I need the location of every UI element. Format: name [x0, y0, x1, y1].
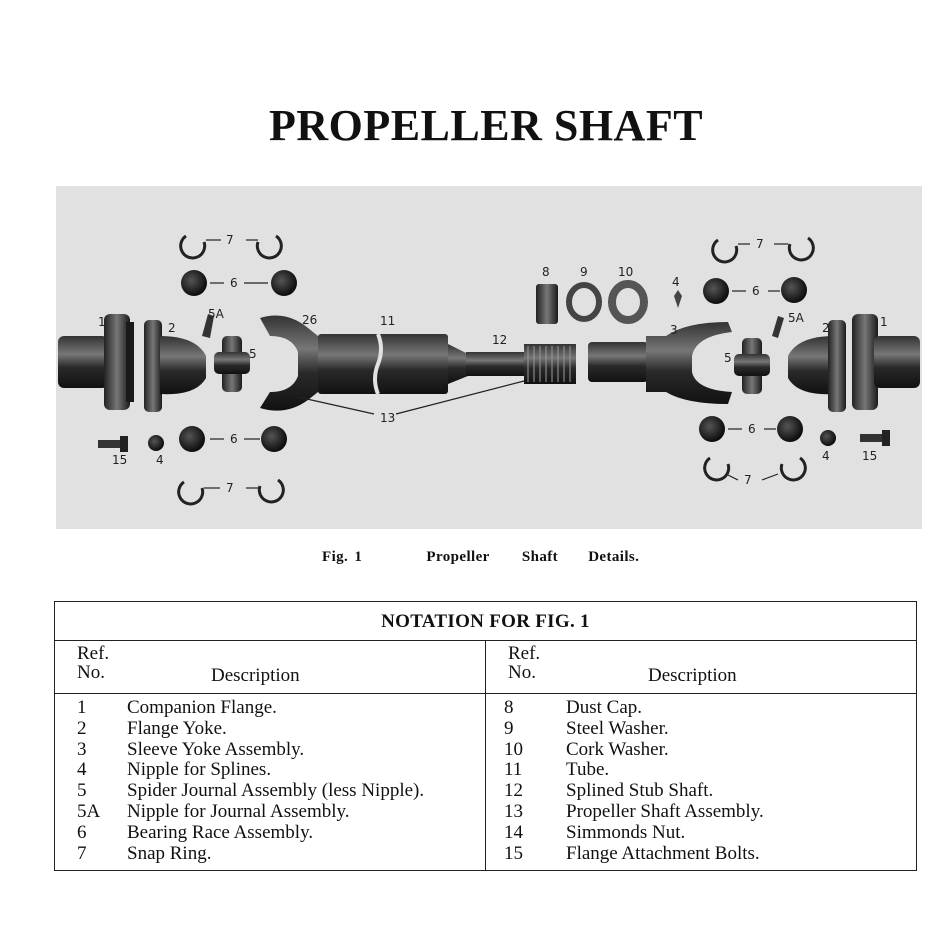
spider-journal-right: [734, 338, 770, 394]
table-row: [486, 760, 916, 781]
caption-fig-label: Fig. 1: [322, 549, 363, 565]
bearing-race-bottom-right-a: [699, 416, 725, 442]
tube-11: [318, 334, 468, 394]
table-row: [55, 823, 485, 844]
ref-no: 13: [504, 800, 523, 822]
snap-ring-top-left-a: [181, 236, 205, 258]
description: Spider Journal Assembly (less Nipple).: [127, 780, 425, 802]
table-row: [486, 781, 916, 802]
table-row: [486, 740, 916, 761]
callout-4-left: 4: [156, 453, 164, 467]
snap-ring-top-left-b: [257, 236, 281, 258]
page-title: PROPELLER SHAFT: [268, 101, 704, 150]
callout-5a-right: 5A: [788, 311, 804, 325]
caption-word: Propeller: [426, 549, 490, 565]
callout-11: 11: [380, 314, 396, 328]
callout-2-right: 2: [822, 321, 830, 335]
callout-4-right: 4: [822, 449, 830, 463]
table-row: [55, 760, 485, 781]
callout-13: 13: [380, 411, 396, 425]
snap-ring-bottom-left-a: [179, 482, 203, 504]
table-row: [486, 844, 916, 865]
table-row: [55, 740, 485, 761]
ref-no: 12: [504, 780, 523, 802]
column-header: [486, 641, 916, 694]
attachment-bolt-left: [98, 436, 128, 452]
ref-no: 5A: [77, 800, 101, 822]
callout-10: 10: [618, 265, 634, 279]
description: Snap Ring.: [127, 842, 212, 864]
steel-washer-9: [569, 285, 599, 319]
ref-no: 15: [504, 842, 523, 864]
table-row: [55, 781, 485, 802]
simmonds-nut-left: [148, 435, 164, 451]
notation-table: [54, 601, 917, 871]
callout-6-bottom-left: 6: [230, 432, 238, 446]
callout-5a-left: 5A: [208, 307, 224, 321]
ref-no: 14: [504, 821, 523, 843]
ref-header-line: Ref.: [508, 643, 541, 664]
bearing-race-bottom-left-a: [179, 426, 205, 452]
ref-no: 7: [77, 842, 87, 864]
figure-caption: [322, 549, 639, 566]
callout-12: 12: [492, 333, 508, 347]
callout-6-top-right: 6: [752, 284, 760, 298]
table-row: [486, 823, 916, 844]
tube-yoke-26: [260, 316, 318, 411]
notation-column-left: [55, 641, 486, 870]
callout-8: 8: [542, 265, 550, 279]
callout-15-left: 15: [112, 453, 128, 467]
callout-7-top-right: 7: [756, 237, 764, 251]
callout-15-right: 15: [862, 449, 878, 463]
table-row: [486, 802, 916, 823]
callout-7-top-left: 7: [226, 233, 234, 247]
description: Nipple for Splines.: [127, 759, 272, 781]
description: Steel Washer.: [566, 717, 669, 739]
callout-7-bottom-right: 7: [744, 473, 752, 487]
spider-journal-left: [214, 336, 250, 392]
table-row: [55, 844, 485, 865]
callout-26: 26: [302, 313, 318, 327]
description: Dust Cap.: [566, 697, 642, 718]
bearing-race-bottom-right-b: [777, 416, 803, 442]
column-header: [55, 641, 485, 694]
description-header: Description: [648, 665, 737, 686]
companion-flange-left: [58, 314, 134, 410]
exploded-view-figure: [56, 186, 922, 529]
cork-washer-10: [612, 284, 644, 320]
callout-4-splines: 4: [672, 275, 680, 289]
callout-5-right: 5: [724, 351, 732, 365]
snap-ring-top-right-b: [789, 238, 813, 260]
table-row: [55, 802, 485, 823]
bearing-race-top-left-a: [181, 270, 207, 296]
ref-no: 11: [504, 759, 523, 781]
description: Cork Washer.: [566, 738, 669, 760]
snap-ring-bottom-left-b: [259, 480, 283, 502]
sleeve-yoke-3: [588, 322, 732, 404]
snap-ring-bottom-right-b: [781, 458, 805, 480]
description: Flange Attachment Bolts.: [566, 842, 760, 864]
ref-no: 9: [504, 717, 514, 739]
attachment-bolt-right: [860, 430, 890, 446]
notation-table-title: NOTATION FOR FIG. 1: [55, 602, 916, 641]
description: Companion Flange.: [127, 697, 277, 718]
description: Simmonds Nut.: [566, 821, 686, 843]
description: Splined Stub Shaft.: [566, 780, 714, 802]
bearing-race-bottom-left-b: [261, 426, 287, 452]
ref-no: 5: [77, 780, 87, 802]
description: Nipple for Journal Assembly.: [127, 800, 350, 822]
ref-no: 1: [77, 697, 87, 718]
description: Tube.: [566, 759, 610, 781]
ref-header-line: No.: [77, 662, 105, 683]
simmonds-nut-right: [820, 430, 836, 446]
callout-9: 9: [580, 265, 588, 279]
callout-7-bottom-left: 7: [226, 481, 234, 495]
description: Flange Yoke.: [127, 717, 227, 739]
ref-no: 4: [77, 759, 87, 781]
bearing-race-top-left-b: [271, 270, 297, 296]
callout-1-left: 1: [98, 315, 106, 329]
callout-3: 3: [670, 323, 678, 337]
description-header: Description: [211, 665, 300, 686]
caption-word: Shaft: [521, 549, 559, 565]
table-row: [55, 719, 485, 740]
table-row: [486, 719, 916, 740]
snap-ring-bottom-right-a: [705, 458, 729, 480]
table-row: [55, 698, 485, 719]
splined-stub-shaft-12: [466, 344, 576, 384]
ref-no: 2: [77, 717, 87, 739]
description: Propeller Shaft Assembly.: [566, 800, 764, 822]
ref-header-line: Ref.: [77, 643, 110, 664]
bearing-race-top-right-a: [703, 278, 729, 304]
ref-no-header: [77, 644, 109, 682]
callout-6-bottom-right: 6: [748, 422, 756, 436]
ref-header-line: No.: [508, 662, 536, 683]
callout-6-top-left: 6: [230, 276, 238, 290]
notation-column-right: [486, 641, 916, 870]
ref-no: 10: [504, 738, 523, 760]
nipple-splines-4: [674, 290, 682, 308]
ref-no: 8: [504, 697, 514, 718]
ref-no: 6: [77, 821, 87, 843]
callout-5-left: 5: [249, 347, 257, 361]
description: Sleeve Yoke Assembly.: [127, 738, 305, 760]
ref-no: 3: [77, 738, 87, 760]
dust-cap-8: [536, 284, 558, 324]
callout-1-right: 1: [880, 315, 888, 329]
snap-ring-top-right-a: [713, 240, 737, 262]
caption-word: Details.: [588, 549, 640, 565]
bearing-race-top-right-b: [781, 277, 807, 303]
table-row: [486, 698, 916, 719]
description: Bearing Race Assembly.: [127, 821, 314, 843]
nipple-5a-right: [772, 316, 784, 338]
callout-2-left: 2: [168, 321, 176, 335]
flange-yoke-right: [788, 320, 846, 412]
ref-no-header: [508, 644, 540, 682]
